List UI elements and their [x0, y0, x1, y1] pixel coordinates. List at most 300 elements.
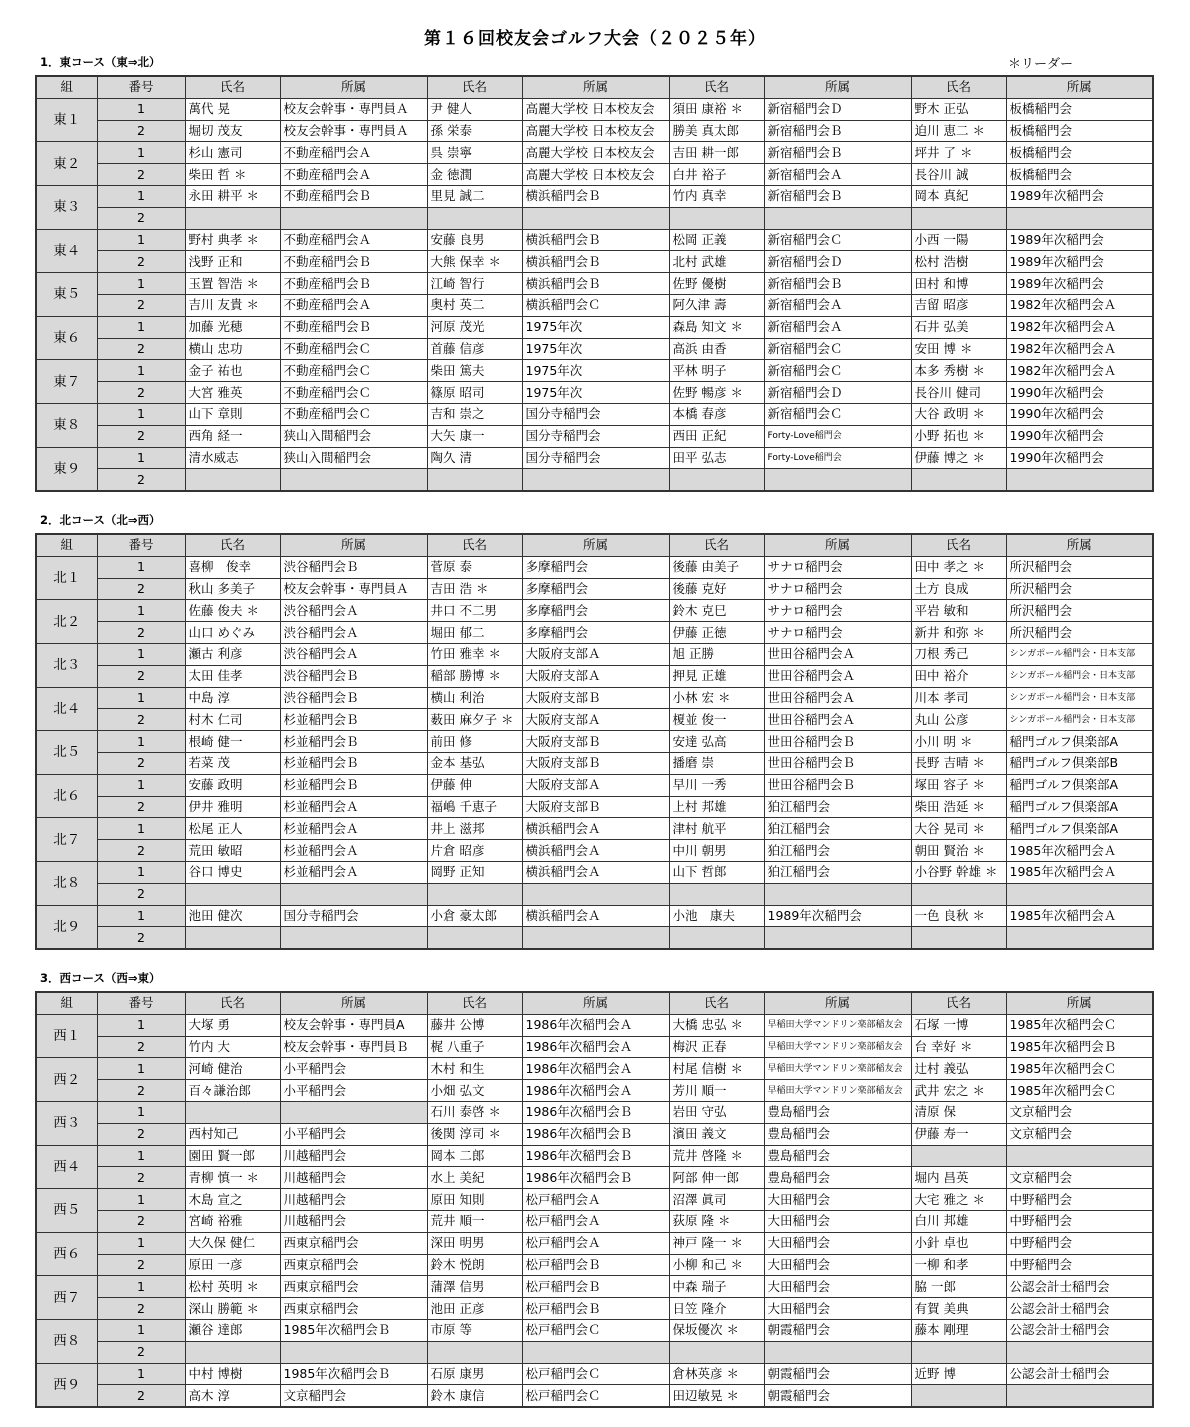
- player-name: 田平 弘志: [669, 447, 764, 469]
- player-name: [185, 1341, 280, 1363]
- player-affiliation: 川越稲門会: [280, 1210, 427, 1232]
- player-affiliation: 校友会幹事・専門員Ａ: [280, 120, 427, 142]
- player-affiliation: [280, 207, 427, 229]
- column-header: 氏名: [427, 76, 522, 98]
- north-course-table: [35, 533, 1154, 950]
- player-name: 倉林英彦 ＊: [669, 1363, 764, 1385]
- player-affiliation: 国分寺稲門会: [522, 403, 669, 425]
- table-row: [36, 207, 1153, 229]
- player-name: 上村 邦雄: [669, 796, 764, 818]
- table-row: [36, 425, 1153, 447]
- player-name: 稲部 勝博 ＊: [427, 665, 522, 687]
- player-name: [185, 883, 280, 905]
- player-name: 吉川 友貴 ＊: [185, 294, 280, 316]
- player-affiliation: 杉並稲門会Ｂ: [280, 731, 427, 753]
- player-affiliation: 文京稲門会: [1006, 1123, 1153, 1145]
- player-number: 2: [97, 883, 185, 905]
- player-name: 清原 保: [911, 1101, 1006, 1123]
- player-affiliation: 中野稲門会: [1006, 1189, 1153, 1211]
- player-affiliation: 中野稲門会: [1006, 1210, 1153, 1232]
- player-affiliation: 不動産稲門会Ａ: [280, 142, 427, 164]
- player-affiliation: 西東京稲門会: [280, 1254, 427, 1276]
- player-name: 山下 哲郎: [669, 861, 764, 883]
- player-name: 高浜 由香: [669, 338, 764, 360]
- player-affiliation: 新宿稲門会Ｂ: [764, 185, 911, 207]
- player-name: 後藤 克好: [669, 578, 764, 600]
- player-affiliation: 高麗大学校 日本校友会: [522, 164, 669, 186]
- player-name: 石原 康男: [427, 1363, 522, 1385]
- player-name: [185, 927, 280, 949]
- player-affiliation: 新宿稲門会Ａ: [764, 294, 911, 316]
- player-affiliation: 新宿稲門会Ｃ: [764, 338, 911, 360]
- player-affiliation: 不動産稲門会Ｃ: [280, 382, 427, 404]
- player-name: 中島 淳: [185, 687, 280, 709]
- player-affiliation: 多摩稲門会: [522, 622, 669, 644]
- table-row: [36, 1232, 1153, 1254]
- table-row: [36, 142, 1153, 164]
- player-number: 2: [97, 1123, 185, 1145]
- player-affiliation: 1989年次稲門会: [1006, 185, 1153, 207]
- group-label: 北１: [36, 556, 97, 600]
- player-name: 安藤 政明: [185, 774, 280, 796]
- player-affiliation: 校友会幹事・専門員Ｂ: [280, 1036, 427, 1058]
- column-header: 所属: [764, 992, 911, 1014]
- player-affiliation: 公認会計士稲門会: [1006, 1363, 1153, 1385]
- player-affiliation: 横浜稲門会Ａ: [522, 861, 669, 883]
- player-name: 太田 佳孝: [185, 665, 280, 687]
- player-name: 清水威志: [185, 447, 280, 469]
- player-name: 津村 航平: [669, 818, 764, 840]
- player-number: 1: [97, 905, 185, 927]
- player-name: 岡本 二郎: [427, 1145, 522, 1167]
- player-affiliation: 新宿稲門会Ａ: [764, 164, 911, 186]
- player-name: [669, 1341, 764, 1363]
- group-label: 東８: [36, 403, 97, 447]
- player-affiliation: [280, 1101, 427, 1123]
- player-name: 藤本 剛理: [911, 1319, 1006, 1341]
- player-number: 1: [97, 1101, 185, 1123]
- player-name: 濱田 義文: [669, 1123, 764, 1145]
- player-affiliation: 松戸稲門会Ｂ: [522, 1298, 669, 1320]
- player-affiliation: 公認会計士稲門会: [1006, 1298, 1153, 1320]
- player-name: 大塚 勇: [185, 1014, 280, 1036]
- player-affiliation: 松戸稲門会Ｂ: [522, 1276, 669, 1298]
- player-name: 梶 八重子: [427, 1036, 522, 1058]
- player-name: 高木 淳: [185, 1385, 280, 1407]
- player-name: 刀根 秀己: [911, 643, 1006, 665]
- player-affiliation: 朝霞稲門会: [764, 1319, 911, 1341]
- player-affiliation: 早稲田大学マンドリン楽部稲友会: [764, 1058, 911, 1080]
- player-number: 2: [97, 1210, 185, 1232]
- player-name: 中川 朝男: [669, 840, 764, 862]
- player-name: [185, 469, 280, 491]
- player-affiliation: 1975年次: [522, 338, 669, 360]
- player-affiliation: 1990年次稲門会: [1006, 403, 1153, 425]
- player-number: 1: [97, 447, 185, 469]
- player-affiliation: 1986年次稲門会Ａ: [522, 1014, 669, 1036]
- player-affiliation: 校友会幹事・専門員A: [280, 1014, 427, 1036]
- player-affiliation: 早稲田大学マンドリン楽部稲友会: [764, 1080, 911, 1102]
- player-affiliation: 豊島稲門会: [764, 1145, 911, 1167]
- player-affiliation: 国分寺稲門会: [522, 425, 669, 447]
- player-affiliation: [1006, 927, 1153, 949]
- player-name: 原田 知則: [427, 1189, 522, 1211]
- player-name: 伊藤 寿一: [911, 1123, 1006, 1145]
- player-affiliation: 渋谷稲門会Ｂ: [280, 665, 427, 687]
- player-affiliation: 松戸稲門会Ｃ: [522, 1385, 669, 1407]
- player-affiliation: 横浜稲門会Ｂ: [522, 251, 669, 273]
- player-name: [427, 469, 522, 491]
- player-name: 堀内 昌英: [911, 1167, 1006, 1189]
- group-label: 西３: [36, 1101, 97, 1145]
- player-affiliation: サナロ稲門会: [764, 578, 911, 600]
- player-name: 佐野 暢彦 ＊: [669, 382, 764, 404]
- player-name: 谷口 博史: [185, 861, 280, 883]
- table-row: [36, 665, 1153, 687]
- player-affiliation: 1989年次稲門会: [764, 905, 911, 927]
- player-affiliation: 豊島稲門会: [764, 1101, 911, 1123]
- player-number: 2: [97, 1080, 185, 1102]
- section-title-east: 1．東コース（東⇒北）: [40, 55, 161, 69]
- group-label: 西４: [36, 1145, 97, 1189]
- player-number: 2: [97, 294, 185, 316]
- player-name: 森島 知文 ＊: [669, 316, 764, 338]
- player-name: 青柳 慎一 ＊: [185, 1167, 280, 1189]
- player-affiliation: 稲門ゴルフ倶楽部A: [1006, 796, 1153, 818]
- player-name: 里見 誠二: [427, 185, 522, 207]
- player-name: 沼澤 眞司: [669, 1189, 764, 1211]
- player-affiliation: 松戸稲門会Ａ: [522, 1189, 669, 1211]
- player-name: 勝美 真太郎: [669, 120, 764, 142]
- player-name: 蒲澤 信男: [427, 1276, 522, 1298]
- player-affiliation: 松戸稲門会Ｂ: [522, 1254, 669, 1276]
- table-row: [36, 1123, 1153, 1145]
- west-course-table: [35, 991, 1154, 1408]
- player-affiliation: 中野稲門会: [1006, 1254, 1153, 1276]
- player-name: 荒田 敏昭: [185, 840, 280, 862]
- group-label: 東７: [36, 360, 97, 404]
- column-header: 番号: [97, 534, 185, 556]
- player-name: 石井 弘美: [911, 316, 1006, 338]
- player-affiliation: 大阪府支部Ａ: [522, 665, 669, 687]
- player-name: 安田 博 ＊: [911, 338, 1006, 360]
- player-affiliation: 稲門ゴルフ倶楽部B: [1006, 752, 1153, 774]
- player-affiliation: 1986年次稲門会Ｂ: [522, 1101, 669, 1123]
- player-affiliation: 渋谷稲門会Ａ: [280, 622, 427, 644]
- player-affiliation: 杉並稲門会Ｂ: [280, 752, 427, 774]
- player-number: 1: [97, 229, 185, 251]
- player-name: 長谷川 健司: [911, 382, 1006, 404]
- player-affiliation: 1986年次稲門会Ｂ: [522, 1145, 669, 1167]
- player-name: 川本 孝司: [911, 687, 1006, 709]
- column-header: 氏名: [669, 534, 764, 556]
- player-name: 近野 博: [911, 1363, 1006, 1385]
- player-affiliation: 所沢稲門会: [1006, 622, 1153, 644]
- player-affiliation: 横浜稲門会Ａ: [522, 905, 669, 927]
- player-affiliation: 板橋稲門会: [1006, 142, 1153, 164]
- player-affiliation: 多摩稲門会: [522, 556, 669, 578]
- player-number: 1: [97, 273, 185, 295]
- player-affiliation: 不動産稲門会Ｂ: [280, 185, 427, 207]
- player-name: 金本 基弘: [427, 752, 522, 774]
- player-affiliation: 1986年次稲門会Ａ: [522, 1058, 669, 1080]
- group-label: 東４: [36, 229, 97, 273]
- player-name: 塚田 容子 ＊: [911, 774, 1006, 796]
- player-number: 2: [97, 709, 185, 731]
- column-header: 組: [36, 534, 97, 556]
- player-name: 岩田 守弘: [669, 1101, 764, 1123]
- player-number: 2: [97, 164, 185, 186]
- group-label: 東６: [36, 316, 97, 360]
- player-affiliation: 杉並稲門会Ａ: [280, 818, 427, 840]
- player-affiliation: 西東京稲門会: [280, 1232, 427, 1254]
- player-affiliation: 川越稲門会: [280, 1189, 427, 1211]
- group-label: 西５: [36, 1189, 97, 1233]
- player-affiliation: 1989年次稲門会: [1006, 229, 1153, 251]
- player-affiliation: [1006, 207, 1153, 229]
- player-affiliation: 杉並稲門会Ａ: [280, 796, 427, 818]
- player-number: 1: [97, 774, 185, 796]
- group-label: 北８: [36, 861, 97, 905]
- player-affiliation: 高麗大学校 日本校友会: [522, 120, 669, 142]
- player-name: 堀田 郁二: [427, 622, 522, 644]
- column-header: 所属: [764, 76, 911, 98]
- player-name: 石塚 一博: [911, 1014, 1006, 1036]
- player-name: 孫 栄泰: [427, 120, 522, 142]
- player-affiliation: 杉並稲門会Ａ: [280, 861, 427, 883]
- header-row: [36, 76, 1153, 98]
- player-name: 小谷野 幹雄 ＊: [911, 861, 1006, 883]
- player-affiliation: 新宿稲門会Ｃ: [764, 229, 911, 251]
- player-affiliation: 横浜稲門会Ａ: [522, 818, 669, 840]
- player-affiliation: 所沢稲門会: [1006, 578, 1153, 600]
- player-name: 陶久 清: [427, 447, 522, 469]
- player-affiliation: 大田稲門会: [764, 1210, 911, 1232]
- player-affiliation: 狛江稲門会: [764, 818, 911, 840]
- player-name: [427, 1341, 522, 1363]
- player-affiliation: 渋谷稲門会Ａ: [280, 600, 427, 622]
- player-name: 榎並 俊一: [669, 709, 764, 731]
- player-affiliation: 不動産稲門会Ａ: [280, 294, 427, 316]
- player-affiliation: [764, 1341, 911, 1363]
- player-affiliation: 1982年次稲門会Ａ: [1006, 294, 1153, 316]
- player-number: 2: [97, 382, 185, 404]
- player-affiliation: 校友会幹事・専門員Ａ: [280, 98, 427, 120]
- table-row: [36, 1210, 1153, 1232]
- table-row: [36, 1254, 1153, 1276]
- player-affiliation: 1985年次稲門会Ｃ: [1006, 1014, 1153, 1036]
- player-affiliation: Forty-Love稲門会: [764, 425, 911, 447]
- table-row: [36, 294, 1153, 316]
- group-label: 北３: [36, 643, 97, 687]
- player-affiliation: 杉並稲門会Ｂ: [280, 774, 427, 796]
- player-affiliation: 渋谷稲門会Ｂ: [280, 556, 427, 578]
- player-name: 田中 裕介: [911, 665, 1006, 687]
- player-affiliation: 新宿稲門会Ｃ: [764, 403, 911, 425]
- player-affiliation: 狛江稲門会: [764, 861, 911, 883]
- player-affiliation: 不動産稲門会Ｃ: [280, 360, 427, 382]
- player-number: 1: [97, 360, 185, 382]
- player-number: 1: [97, 1319, 185, 1341]
- player-affiliation: 1985年次稲門会Ｂ: [280, 1319, 427, 1341]
- player-affiliation: 高麗大学校 日本校友会: [522, 142, 669, 164]
- player-name: 瀬古 利彦: [185, 643, 280, 665]
- player-name: 中村 博樹: [185, 1363, 280, 1385]
- player-affiliation: 朝霞稲門会: [764, 1385, 911, 1407]
- player-affiliation: 文京稲門会: [280, 1385, 427, 1407]
- player-name: [911, 1341, 1006, 1363]
- player-affiliation: 所沢稲門会: [1006, 556, 1153, 578]
- player-affiliation: 文京稲門会: [1006, 1167, 1153, 1189]
- player-affiliation: 世田谷稲門会Ｂ: [764, 774, 911, 796]
- player-name: 藤井 公博: [427, 1014, 522, 1036]
- player-name: 木島 宣之: [185, 1189, 280, 1211]
- table-row: [36, 403, 1153, 425]
- player-affiliation: [1006, 883, 1153, 905]
- player-name: 横山 利治: [427, 687, 522, 709]
- player-affiliation: 朝霞稲門会: [764, 1363, 911, 1385]
- player-name: 村尾 信樹 ＊: [669, 1058, 764, 1080]
- player-name: 早川 一秀: [669, 774, 764, 796]
- player-name: 池田 正彦: [427, 1298, 522, 1320]
- player-affiliation: [764, 469, 911, 491]
- player-affiliation: シンガポール稲門会・日本支部: [1006, 687, 1153, 709]
- player-name: 竹内 大: [185, 1036, 280, 1058]
- player-name: 阿部 伸一郎: [669, 1167, 764, 1189]
- column-header: 氏名: [911, 992, 1006, 1014]
- player-affiliation: 世田谷稲門会Ｂ: [764, 752, 911, 774]
- player-affiliation: 狛江稲門会: [764, 840, 911, 862]
- player-affiliation: 西東京稲門会: [280, 1276, 427, 1298]
- player-affiliation: 横浜稲門会Ｂ: [522, 229, 669, 251]
- table-row: [36, 731, 1153, 753]
- player-number: 2: [97, 1036, 185, 1058]
- player-affiliation: シンガポール稲門会・日本支部: [1006, 665, 1153, 687]
- player-affiliation: 大阪府支部Ａ: [522, 709, 669, 731]
- player-name: 玉置 智浩 ＊: [185, 273, 280, 295]
- player-name: [427, 207, 522, 229]
- player-name: 坪井 了 ＊: [911, 142, 1006, 164]
- section-title-north: 2．北コース（北⇒西）: [40, 513, 161, 527]
- player-affiliation: 国分寺稲門会: [522, 447, 669, 469]
- player-number: 2: [97, 927, 185, 949]
- player-name: 中森 瑞子: [669, 1276, 764, 1298]
- player-name: 佐藤 俊夫 ＊: [185, 600, 280, 622]
- table-row: [36, 622, 1153, 644]
- player-affiliation: 1989年次稲門会: [1006, 251, 1153, 273]
- player-affiliation: 1990年次稲門会: [1006, 447, 1153, 469]
- player-affiliation: 川越稲門会: [280, 1167, 427, 1189]
- player-name: [911, 1145, 1006, 1167]
- player-affiliation: シンガポール稲門会・日本支部: [1006, 709, 1153, 731]
- player-name: 鈴木 康信: [427, 1385, 522, 1407]
- player-name: 荻原 隆 ＊: [669, 1210, 764, 1232]
- player-number: 1: [97, 142, 185, 164]
- player-affiliation: 小平稲門会: [280, 1123, 427, 1145]
- table-row: [36, 1276, 1153, 1298]
- player-name: 松尾 正人: [185, 818, 280, 840]
- player-affiliation: 板橋稲門会: [1006, 98, 1153, 120]
- player-number: 1: [97, 1276, 185, 1298]
- player-name: [185, 207, 280, 229]
- player-affiliation: 不動産稲門会Ｃ: [280, 338, 427, 360]
- player-name: 河崎 健治: [185, 1058, 280, 1080]
- player-number: 1: [97, 643, 185, 665]
- player-affiliation: [280, 927, 427, 949]
- column-header: 氏名: [427, 534, 522, 556]
- player-affiliation: 横浜稲門会Ａ: [522, 840, 669, 862]
- player-affiliation: 1985年次稲門会Ｃ: [1006, 1080, 1153, 1102]
- column-header: 番号: [97, 76, 185, 98]
- player-affiliation: 高麗大学校 日本校友会: [522, 98, 669, 120]
- player-number: 2: [97, 425, 185, 447]
- player-name: 一柳 和孝: [911, 1254, 1006, 1276]
- player-name: 一色 良秋 ＊: [911, 905, 1006, 927]
- player-name: 大谷 晃司 ＊: [911, 818, 1006, 840]
- player-name: 伊藤 伸: [427, 774, 522, 796]
- player-name: 辻村 義弘: [911, 1058, 1006, 1080]
- player-name: 新井 和弥 ＊: [911, 622, 1006, 644]
- player-affiliation: 板橋稲門会: [1006, 120, 1153, 142]
- group-label: 西８: [36, 1319, 97, 1363]
- header-row: [36, 992, 1153, 1014]
- player-name: 押見 正雄: [669, 665, 764, 687]
- table-row: [36, 1167, 1153, 1189]
- player-affiliation: 1975年次: [522, 316, 669, 338]
- player-name: 本多 秀樹 ＊: [911, 360, 1006, 382]
- player-name: 平岩 敏和: [911, 600, 1006, 622]
- player-affiliation: 小平稲門会: [280, 1058, 427, 1080]
- player-name: [669, 207, 764, 229]
- player-name: 大橋 忠弘 ＊: [669, 1014, 764, 1036]
- table-row: [36, 1298, 1153, 1320]
- player-name: 伊井 雅明: [185, 796, 280, 818]
- player-affiliation: 1982年次稲門会Ａ: [1006, 338, 1153, 360]
- player-affiliation: 1985年次稲門会Ａ: [1006, 905, 1153, 927]
- player-name: 大宮 雅英: [185, 382, 280, 404]
- player-affiliation: 横浜稲門会Ｃ: [522, 294, 669, 316]
- player-name: [669, 883, 764, 905]
- player-name: 井上 滋邦: [427, 818, 522, 840]
- player-number: 2: [97, 1298, 185, 1320]
- player-name: 深田 明男: [427, 1232, 522, 1254]
- player-affiliation: 新宿稲門会Ｃ: [764, 360, 911, 382]
- player-name: 首藤 信彦: [427, 338, 522, 360]
- table-row: [36, 1189, 1153, 1211]
- player-number: 1: [97, 1058, 185, 1080]
- player-name: 永田 耕平 ＊: [185, 185, 280, 207]
- player-name: 池田 健次: [185, 905, 280, 927]
- table-row: [36, 1341, 1153, 1363]
- player-number: 2: [97, 1254, 185, 1276]
- table-row: [36, 1058, 1153, 1080]
- player-number: 2: [97, 752, 185, 774]
- player-name: 百々謙治郎: [185, 1080, 280, 1102]
- player-name: 杉山 憲司: [185, 142, 280, 164]
- player-affiliation: [522, 207, 669, 229]
- player-number: 2: [97, 120, 185, 142]
- player-name: 長谷川 誠: [911, 164, 1006, 186]
- player-name: 旭 正勝: [669, 643, 764, 665]
- player-name: 柴田 浩延 ＊: [911, 796, 1006, 818]
- player-number: 2: [97, 1167, 185, 1189]
- player-affiliation: 渋谷稲門会Ａ: [280, 643, 427, 665]
- player-name: 佐野 優樹: [669, 273, 764, 295]
- column-header: 所属: [280, 76, 427, 98]
- player-affiliation: 小平稲門会: [280, 1080, 427, 1102]
- player-affiliation: 1985年次稲門会Ｃ: [1006, 1058, 1153, 1080]
- player-name: 小林 宏 ＊: [669, 687, 764, 709]
